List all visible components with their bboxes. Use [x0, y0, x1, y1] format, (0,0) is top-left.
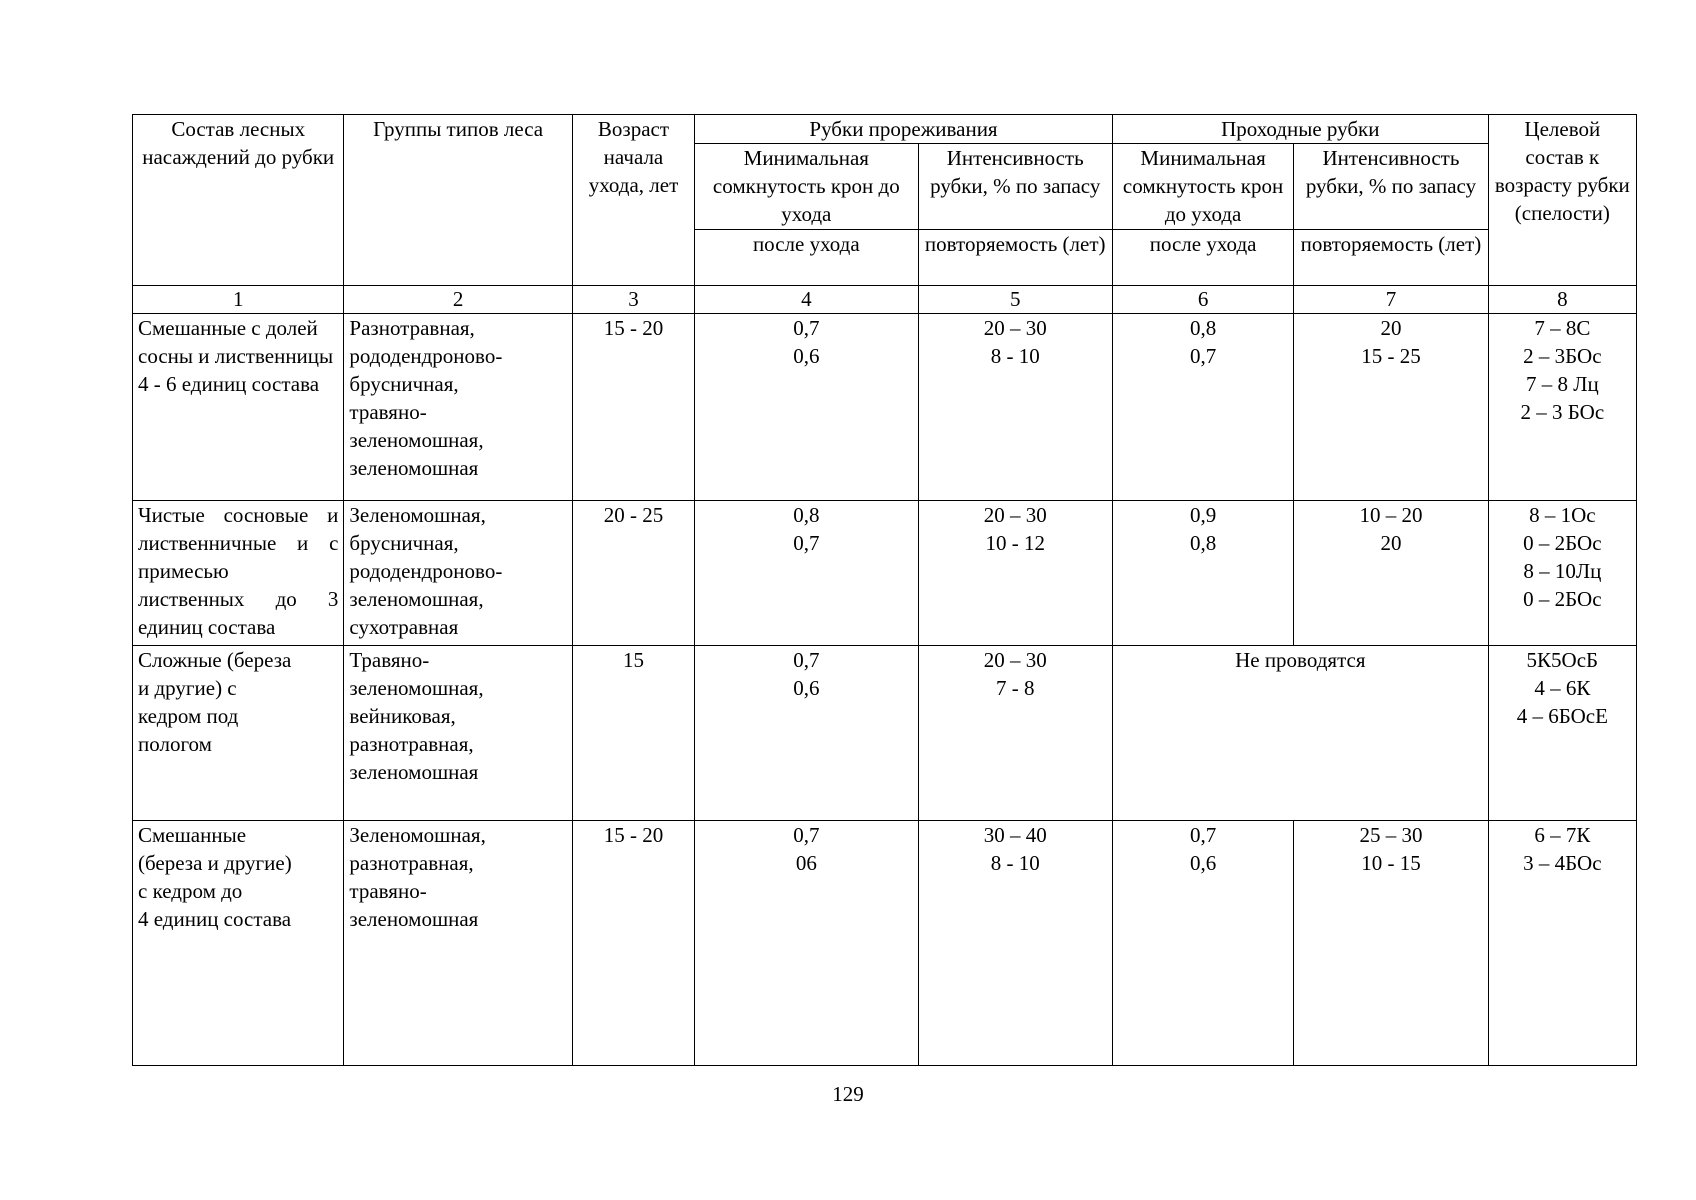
header-pass-repeat: повторяемость (лет) [1294, 230, 1488, 286]
cell-pass-closure: 0,9 0,8 [1112, 501, 1293, 646]
cell-target: 7 – 8С 2 – 3БОс 7 – 8 Лц 2 – 3 БОс [1488, 314, 1636, 501]
cell-age: 15 - 20 [572, 314, 694, 501]
cell-forest-types: Травяно- зеленомошная, вейниковая, разнотравная, зеленомошная [344, 646, 572, 821]
column-number: 2 [344, 286, 572, 314]
cell-thin-closure: 0,8 0,7 [695, 501, 918, 646]
cell-thin-intensity: 20 – 30 7 - 8 [918, 646, 1112, 821]
header-thin-repeat: повторяемость (лет) [918, 230, 1112, 286]
cell-thin-intensity: 30 – 40 8 - 10 [918, 821, 1112, 1066]
header-age: Возраст начала ухода, лет [572, 115, 694, 286]
cell-age: 15 - 20 [572, 821, 694, 1066]
cell-composition: Сложные (береза и другие) с кедром под пологом [133, 646, 344, 821]
column-number: 6 [1112, 286, 1293, 314]
header-thin-intensity: Интенсивность рубки, % по запасу [918, 144, 1112, 230]
cell-composition: Смешанные с долей сосны и лиственницы 4 - 6 единиц состава [133, 314, 344, 501]
column-number: 4 [695, 286, 918, 314]
header-pass-intensity: Интенсивность рубки, % по запасу [1294, 144, 1488, 230]
column-number: 5 [918, 286, 1112, 314]
cell-target: 8 – 1Ос 0 – 2БОс 8 – 10Лц 0 – 2БОс [1488, 501, 1636, 646]
table-row [133, 821, 1637, 1066]
header-thin-after: после ухода [695, 230, 918, 286]
cell-pass-intensity: 20 15 - 25 [1294, 314, 1488, 501]
cell-age: 20 - 25 [572, 501, 694, 646]
header-pass-after: после ухода [1112, 230, 1293, 286]
header-forest-types: Группы типов леса [344, 115, 572, 286]
header-target: Целевой состав к возрасту рубки (спелости) [1488, 115, 1636, 286]
cell-forest-types: Зеленомошная, брусничная, рододендроново- зеленомошная, сухотравная [344, 501, 572, 646]
cell-passage-not-conducted: Не проводятся [1112, 646, 1488, 821]
forest-care-table [132, 114, 1637, 1066]
cell-thin-intensity: 20 – 30 8 - 10 [918, 314, 1112, 501]
cell-thin-intensity: 20 – 30 10 - 12 [918, 501, 1112, 646]
page-number: 129 [832, 1082, 864, 1106]
header-composition: Состав лесных насаждений до рубки [133, 115, 344, 286]
column-number: 1 [133, 286, 344, 314]
header-passage: Проходные рубки [1112, 115, 1488, 144]
cell-pass-closure: 0,8 0,7 [1112, 314, 1293, 501]
cell-target: 6 – 7К 3 – 4БОс [1488, 821, 1636, 1066]
cell-pass-intensity: 10 – 20 20 [1294, 501, 1488, 646]
header-thin-min-closure: Минимальная сомкнутость крон до ухода [695, 144, 918, 230]
cell-thin-closure: 0,7 0,6 [695, 646, 918, 821]
cell-pass-closure: 0,7 0,6 [1112, 821, 1293, 1066]
cell-thin-closure: 0,7 0,6 [695, 314, 918, 501]
header-pass-min-closure: Минимальная сомкнутость крон до ухода [1112, 144, 1293, 230]
cell-target: 5К5ОсБ 4 – 6К 4 – 6БОсЕ [1488, 646, 1636, 821]
header-thinning: Рубки прореживания [695, 115, 1113, 144]
table-row [133, 314, 1637, 501]
cell-forest-types: Разнотравная, рододендроново- брусничная, травяно- зеленомошная, зеленомошная [344, 314, 572, 501]
column-number: 8 [1488, 286, 1636, 314]
cell-composition: Чистые сосновые и лиственничные и с примесью лиственных до 3 единиц состава [133, 501, 344, 646]
column-number: 7 [1294, 286, 1488, 314]
cell-thin-closure: 0,7 06 [695, 821, 918, 1066]
column-number: 3 [572, 286, 694, 314]
cell-age: 15 [572, 646, 694, 821]
cell-composition: Смешанные (береза и другие) с кедром до 4 единиц состава [133, 821, 344, 1066]
cell-forest-types: Зеленомошная, разнотравная, травяно- зеленомошная [344, 821, 572, 1066]
cell-pass-intensity: 25 – 30 10 - 15 [1294, 821, 1488, 1066]
table-row [133, 501, 1637, 646]
table-row [133, 646, 1637, 821]
column-number-row [133, 286, 1637, 314]
